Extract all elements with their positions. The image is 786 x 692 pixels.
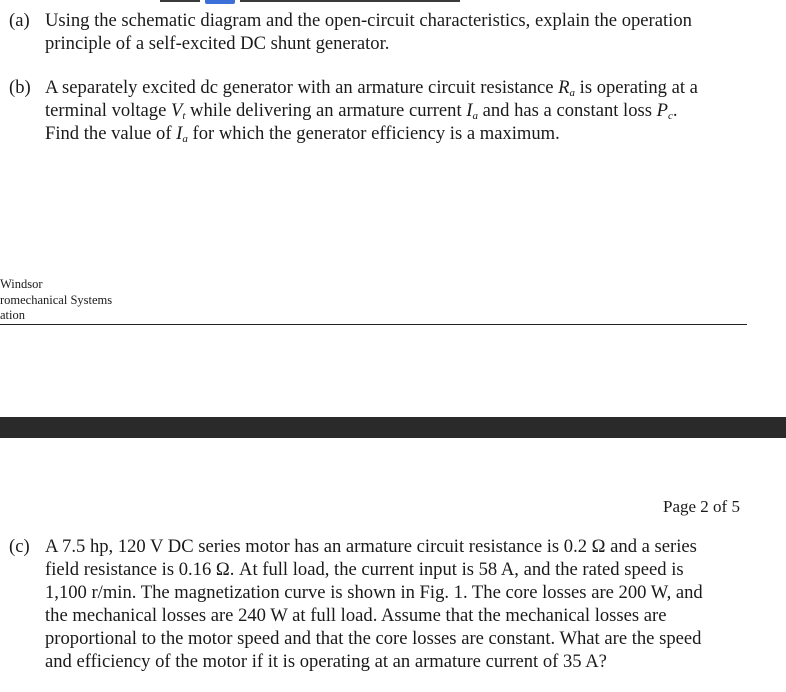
text-line: principle of a self-excited DC shunt generator. [45, 33, 390, 54]
footer-line: romechanical Systems [0, 292, 113, 307]
footer-line: ation [0, 308, 25, 322]
text-line: A 7.5 hp, 120 V DC series motor has an armature circuit resistance is 0.2 Ω and a series [45, 536, 697, 557]
text-line: proportional to the motor speed and that the core losses are constant. What are the speed [45, 628, 702, 649]
top-toolbar-edge [0, 0, 786, 6]
question-text [45, 9, 692, 55]
text-line: Using the schematic diagram and the open-circuit characteristics, explain the operation [45, 10, 692, 31]
question-text [45, 535, 703, 673]
footer-line: Windsor [0, 277, 43, 291]
toolbar-highlight-tab[interactable] [205, 0, 235, 4]
page-number: Page 2 of 5 [663, 497, 740, 516]
text-line: and efficiency of the motor if it is operating at an armature current of 35 A? [45, 651, 607, 672]
question-label: (b) [9, 77, 31, 98]
question-text [45, 76, 698, 145]
question-label: (c) [9, 536, 30, 557]
text-line: field resistance is 0.16 Ω. At full load, the current input is 58 A, and the rated speed is [45, 559, 684, 580]
text-line: terminal voltage $V_t$ while delivering an armature current $I_a$ and has a constant loss $P_c$. [45, 100, 678, 122]
question-label: (a) [9, 10, 30, 31]
page-footer [0, 277, 112, 324]
text-line: A separately excited dc generator with an armature circuit resistance $R_a$ is operating at a [45, 77, 698, 99]
text-line: the mechanical losses are 240 W at full load. Assume that the mechanical losses are [45, 605, 667, 626]
page-break-band [0, 417, 786, 438]
toolbar-rule [240, 0, 460, 2]
text-line: 1,100 r/min. The magnetization curve is shown in Fig. 1. The core losses are 200 W, and [45, 582, 703, 603]
toolbar-rule [160, 0, 200, 2]
footer-divider [0, 324, 747, 325]
text-line: Find the value of $I_a$ for which the generator efficiency is a maximum. [45, 123, 560, 145]
